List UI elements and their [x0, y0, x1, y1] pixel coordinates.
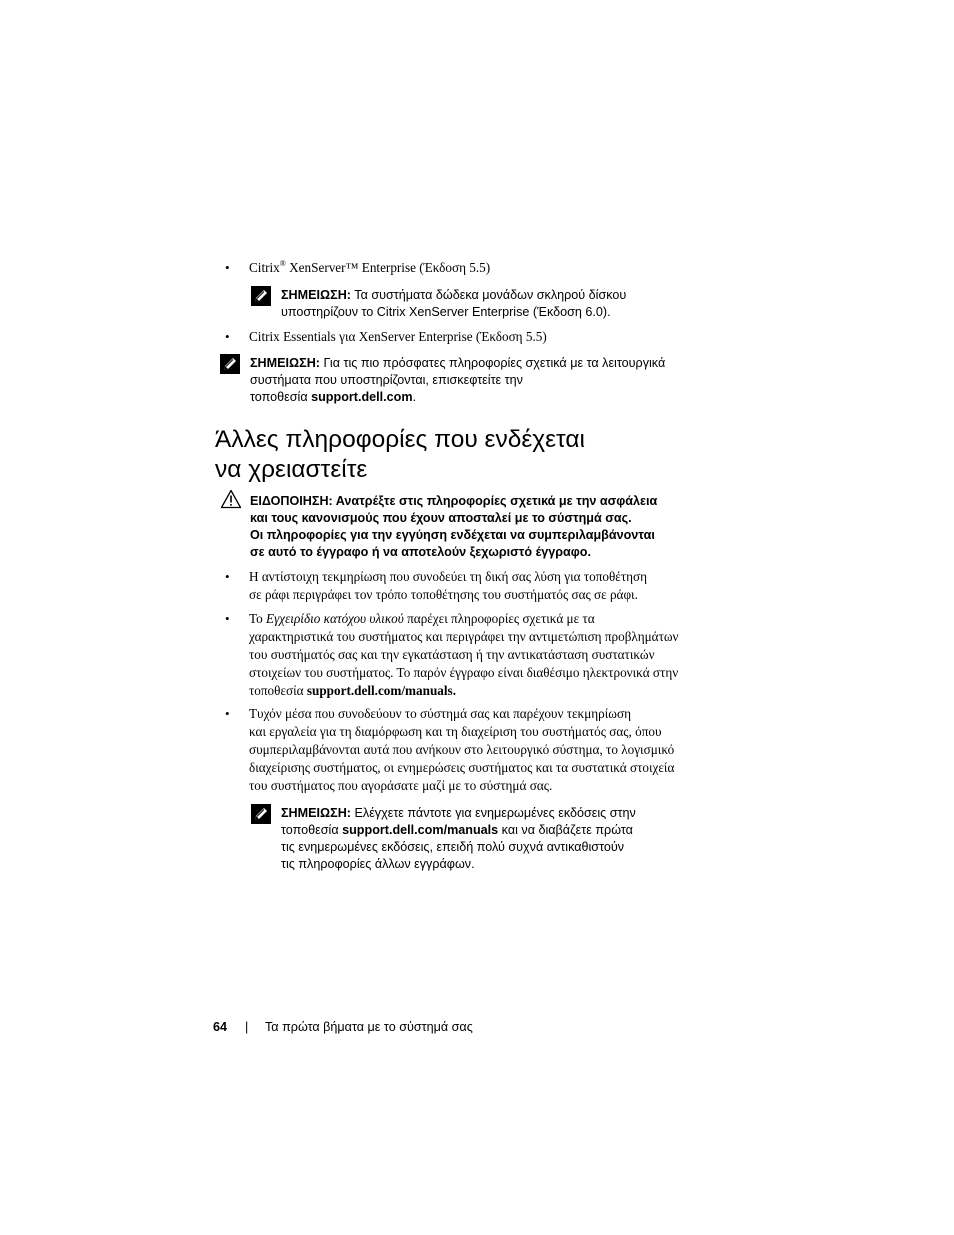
- note-2: ΣΗΜΕΙΩΣΗ: Για τις πιο πρόσφατες πληροφορίες σχετικά με τα λειτουργικά συστήματα που υποστηρίζονται, επισκεφτείτε την τοποθεσία support.dell.com.: [250, 356, 666, 404]
- registered-mark: ®: [279, 259, 286, 268]
- note-label: ΣΗΜΕΙΩΣΗ:: [281, 806, 351, 820]
- page-number: 64: [213, 1020, 228, 1034]
- note-1: ΣΗΜΕΙΩΣΗ: Τα συστήματα δώδεκα μονάδων σκληρού δίσκου υποστηρίζουν το Citrix XenServer Enterprise (Έκδοση 6.0).: [281, 288, 627, 319]
- warning-block: ΕΙΔΟΠΟΙΗΣΗ: Ανατρέξτε στις πληροφορίες σχετικά με την ασφάλεια και τους κανονισμούς που έχουν αποσταλεί με το σύστημά σας. Οι πληροφορίες για την εγγύηση ενδέχεται να συμπεριλαμβάνονται σε αυτό το έγγραφο ή να αποτελούν ξεχωριστό έγγραφο.: [250, 494, 658, 559]
- note-3: ΣΗΜΕΙΩΣΗ: Ελέγχετε πάντοτε για ενημερωμένες εκδόσεις στην τοποθεσία support.dell.com/manuals και να διαβάζετε πρώτα τις ενημερωμένες εκδόσεις, επειδή πολύ συχνά αντικαθιστούν τις πληροφορίες άλλων εγγράφων.: [281, 806, 636, 871]
- note-pencil-icon: [251, 286, 271, 306]
- list-item-citrix-enterprise: Citrix® XenServer™ Enterprise (Έκδοση 5.5): [249, 259, 491, 275]
- list-item-citrix-essentials: Citrix Essentials για XenServer Enterprise (Έκδοση 5.5): [249, 329, 547, 344]
- manuals-link[interactable]: support.dell.com/manuals.: [306, 683, 456, 698]
- section-title: Άλλες πληροφορίες που ενδέχεται να χρειαστείτε: [215, 426, 586, 483]
- list-item-rack-documentation: Η αντίστοιχη τεκμηρίωση που συνοδεύει τη δική σας λύση για τοποθέτηση σε ράφι περιγράφει τον τρόπο τοποθέτησης του συστήματός σας σε ράφι.: [249, 569, 648, 602]
- bullet-dot: •: [225, 611, 230, 626]
- warning-label: ΕΙΔΟΠΟΙΗΣΗ:: [250, 494, 333, 508]
- note-pencil-icon: [220, 354, 240, 374]
- list-item-media: Τυχόν μέσα που συνοδεύουν το σύστημά σας και παρέχουν τεκμηρίωση και εργαλεία για τη διαμόρφωση και τη διαχείριση του συστήματός σας, όπου συμπεριλαμβάνονται αυτά που ανήκουν στο λειτουργικό σύστημα, το λογισμικό διαχείρισης συστήματος, οι ενημερώσεις συστήματος και τα συστατικά στοιχεία του συστήματος που αγοράσατε μαζί με το σύστημά σας.: [249, 706, 675, 793]
- manuals-link[interactable]: support.dell.com/manuals: [342, 823, 499, 837]
- support-link[interactable]: support.dell.com: [311, 390, 413, 404]
- bullet-dot: •: [225, 329, 230, 344]
- bullet-dot: •: [225, 260, 230, 275]
- footer-separator: |: [245, 1020, 249, 1034]
- note-label: ΣΗΜΕΙΩΣΗ:: [281, 288, 351, 302]
- note-label: ΣΗΜΕΙΩΣΗ:: [250, 356, 320, 370]
- bullet-dot: •: [225, 706, 230, 721]
- note-pencil-icon: [251, 804, 271, 824]
- manual-title: Εγχειρίδιο κατόχου υλικού: [266, 611, 404, 626]
- footer-chapter-title: Τα πρώτα βήματα με το σύστημά σας: [265, 1020, 473, 1034]
- bullet-dot: •: [225, 569, 230, 584]
- list-item-hardware-manual: Το Εγχειρίδιο κατόχου υλικού παρέχει πληροφορίες σχετικά με τα χαρακτηριστικά του συστήματος και περιγράφει την αντιμετώπιση προβλημάτων του συστήματός σας και την εγκατάσταση ή την αντικατάσταση συστατικών στοιχείων του συστήματος. Το παρόν έγγραφο είναι διαθέσιμο ηλεκτρονικά στην τοποθεσία support.dell.com/manuals.: [249, 611, 679, 698]
- warning-triangle-icon: [220, 489, 242, 509]
